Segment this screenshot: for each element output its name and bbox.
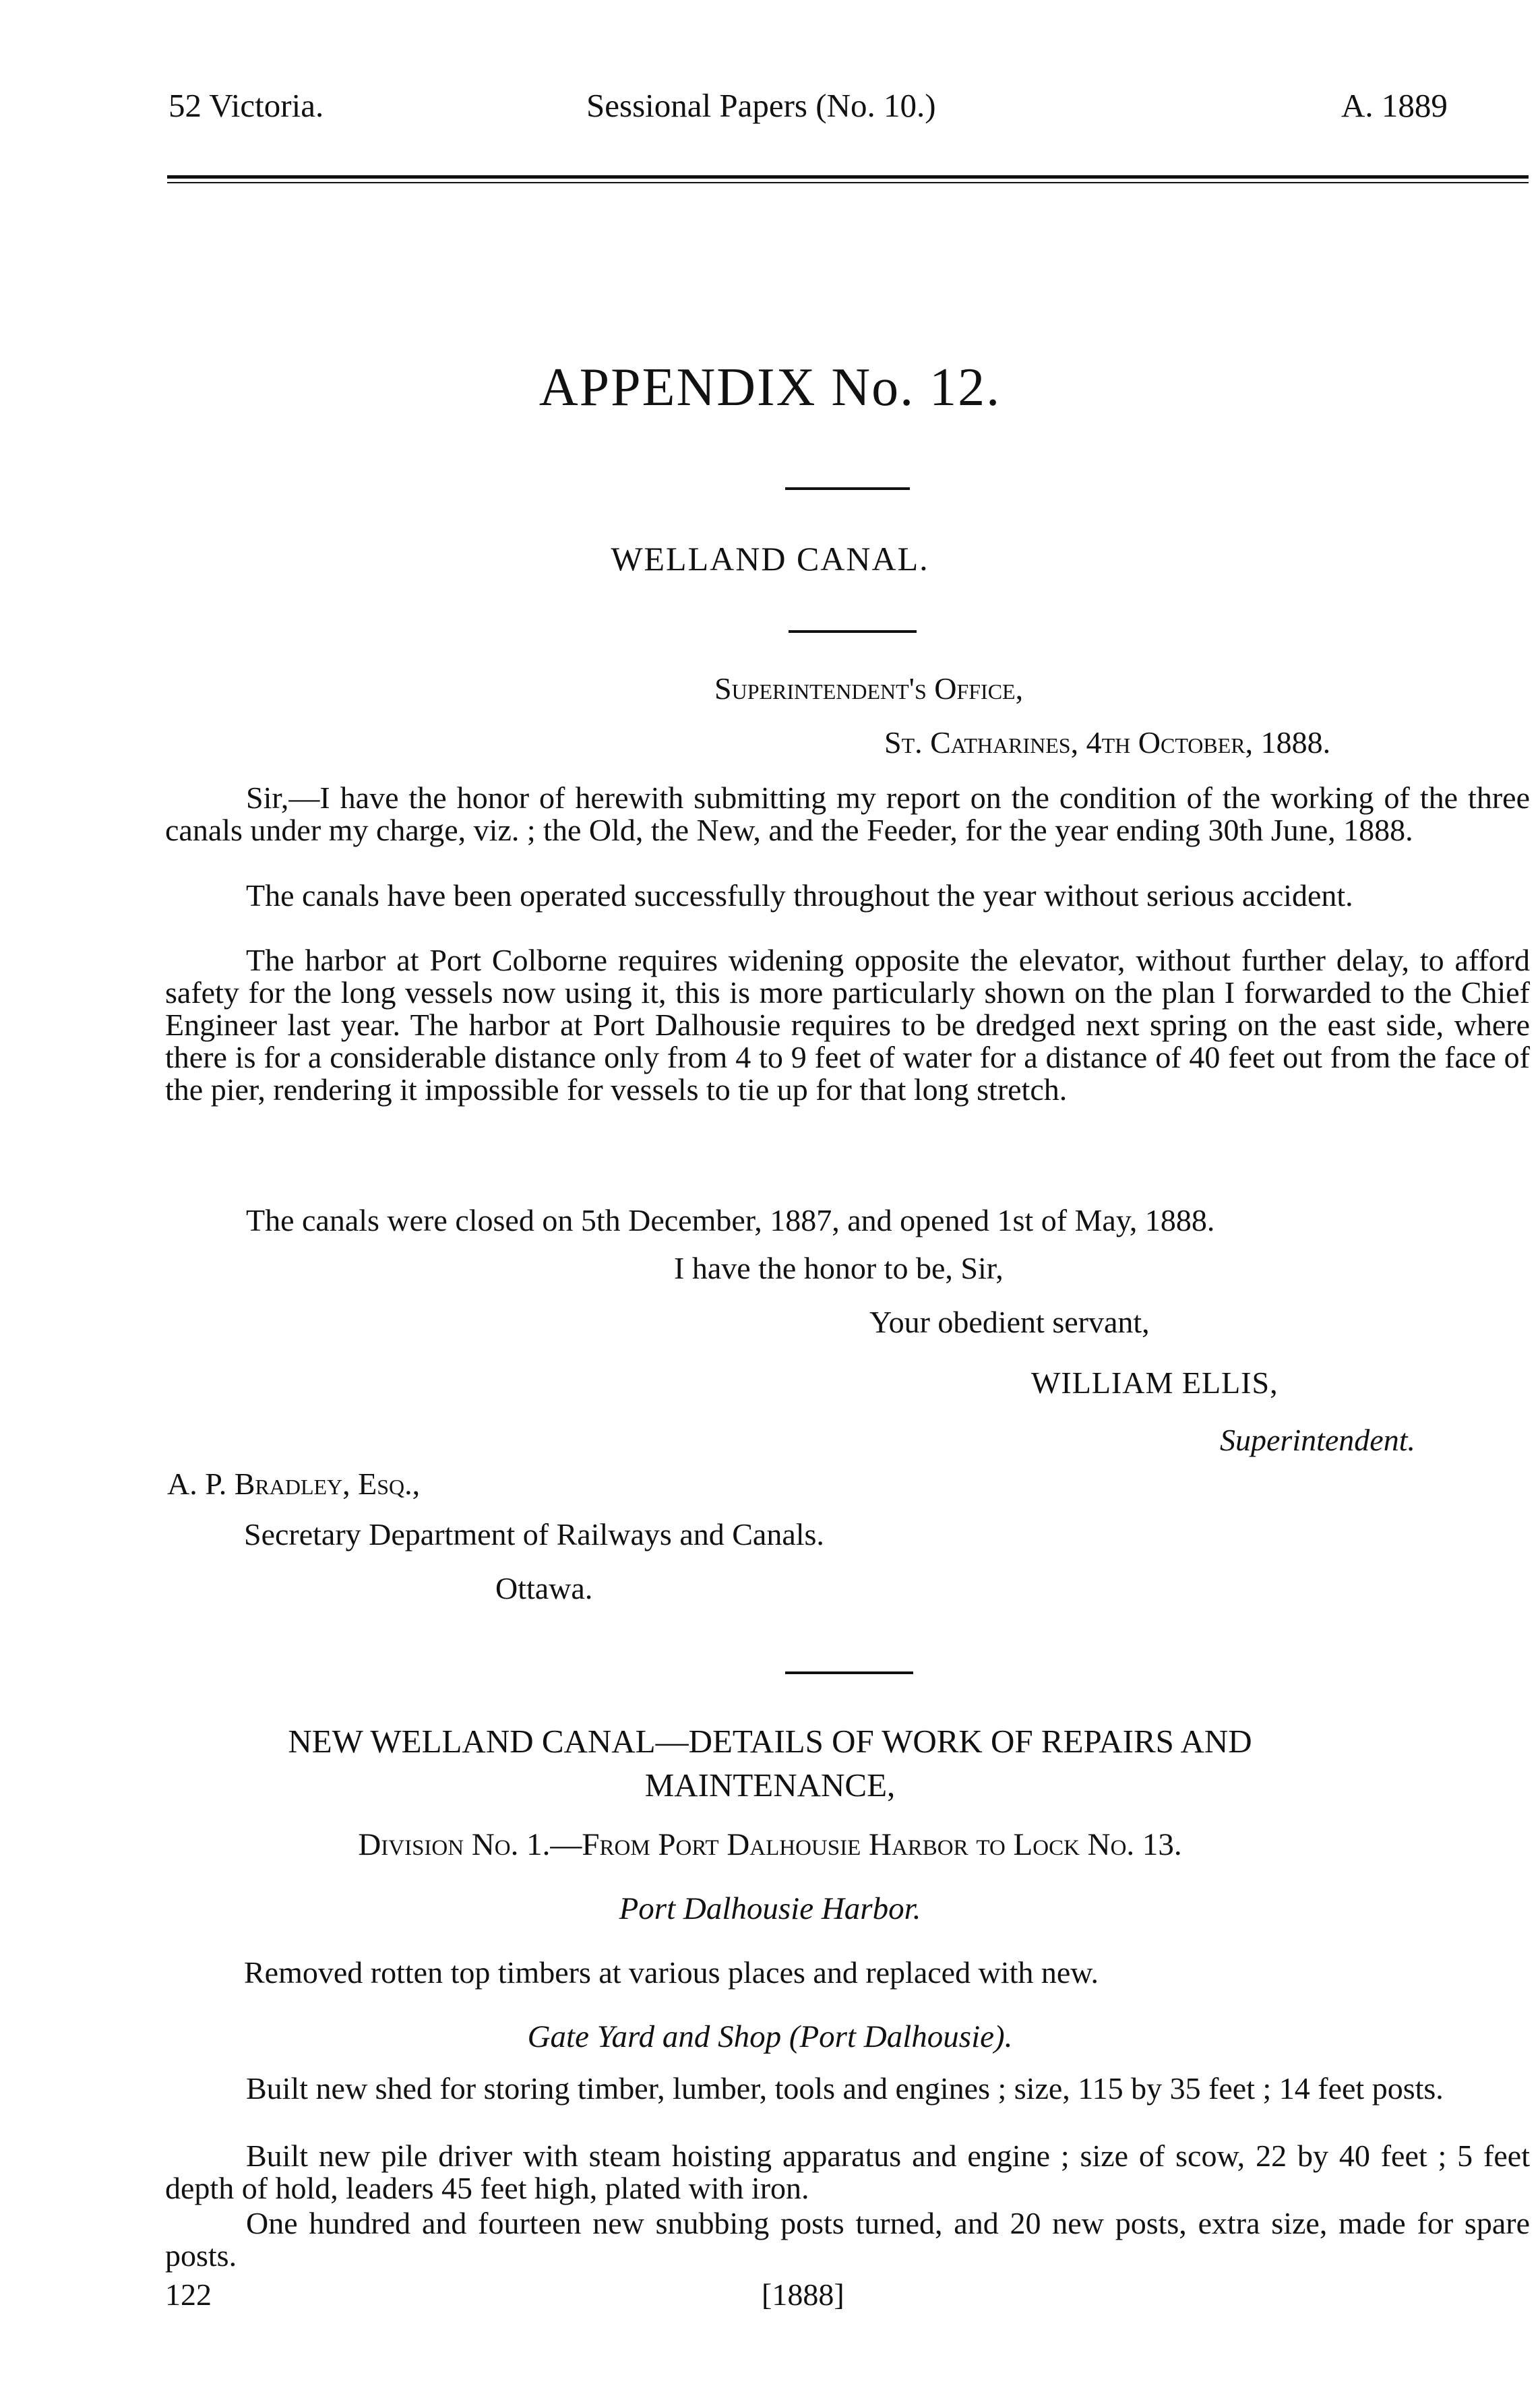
header-series: Sessional Papers (No. 10.)	[586, 87, 936, 124]
subheading-harbor: Port Dalhousie Harbor.	[619, 1891, 921, 1926]
footer-year: [1888]	[762, 2277, 844, 2312]
addressee-city: Ottawa.	[495, 1571, 593, 1605]
details-title-line-1: NEW WELLAND CANAL—DETAILS OF WORK OF REPAIRS AND	[288, 1723, 1252, 1760]
subheading-gate-yard: Gate Yard and Shop (Port Dalhousie).	[527, 2019, 1013, 2054]
page-number: 122	[165, 2277, 212, 2312]
section-divider	[789, 630, 917, 633]
header-rule-thin	[167, 182, 1529, 183]
division-heading: Division No. 1.—From Port Dalhousie Harbor to Lock No. 13.	[358, 1827, 1182, 1862]
header-rule-thick	[167, 175, 1529, 179]
letter-signature: WILLIAM ELLIS,	[1031, 1365, 1279, 1400]
letter-closing: I have the honor to be, Sir,	[674, 1251, 1004, 1285]
appendix-title: APPENDIX No. 12.	[538, 358, 1002, 417]
addressee-name: A. P. Bradley, Esq.,	[167, 1467, 421, 1501]
details-paragraph-pile-driver: Built new pile driver with steam hoisting apparatus and engine ; size of scow, 22 by 40 feet ; 5 feet depth of hold, leaders 45 feet high, plated with iron.	[165, 2139, 1530, 2205]
letter-paragraph-1: Sir,—I have the honor of herewith submitting my report on the condition of the working of the three canals under my charge, viz. ; the Old, the New, and the Feeder, for the year ending 30th June, 1888.	[165, 780, 1530, 847]
letter-place-date: St. Catharines, 4th October, 1888.	[884, 725, 1331, 760]
letter-paragraph-3: The harbor at Port Colborne requires widening opposite the elevator, without further delay, to afford safety for the long vessels now using it, this is more particularly shown on the plan I forwarded to the Chief Engineer last year. The harbor at Port Dalhousie requires to be dredged next spring on the east side, where there is for a considerable distance only from 4 to 9 feet of water for a distance of 40 feet out from the face of the pier, rendering it impossible for vessels to tie up for that long stretch.	[165, 943, 1530, 1107]
title-divider	[785, 487, 910, 490]
header-year: A. 1889	[1341, 87, 1448, 124]
letter-paragraph-4: The canals were closed on 5th December, 1887, and opened 1st of May, 1888.	[246, 1203, 1215, 1237]
harbor-work-text: Removed rotten top timbers at various places and replaced with new.	[244, 1955, 1099, 1990]
letter-signature-title: Superintendent.	[1220, 1423, 1415, 1457]
details-title-line-2: MAINTENANCE,	[644, 1767, 896, 1804]
header-volume: 52 Victoria.	[168, 87, 324, 124]
part-divider	[785, 1671, 913, 1674]
letter-paragraph-2: The canals have been operated successfully throughout the year without serious accident.	[246, 878, 1353, 913]
letter-office: Superintendent's Office,	[714, 671, 1024, 706]
section-title: WELLAND CANAL.	[611, 540, 929, 578]
letter-valediction: Your obedient servant,	[869, 1305, 1150, 1339]
addressee-title: Secretary Department of Railways and Canals.	[244, 1517, 824, 1552]
details-paragraph-shed: Built new shed for storing timber, lumber, tools and engines ; size, 115 by 35 feet ; 14 feet posts.	[246, 2071, 1444, 2106]
details-paragraph-posts: One hundred and fourteen new snubbing posts turned, and 20 new posts, extra size, made for spare posts.	[165, 2206, 1530, 2273]
